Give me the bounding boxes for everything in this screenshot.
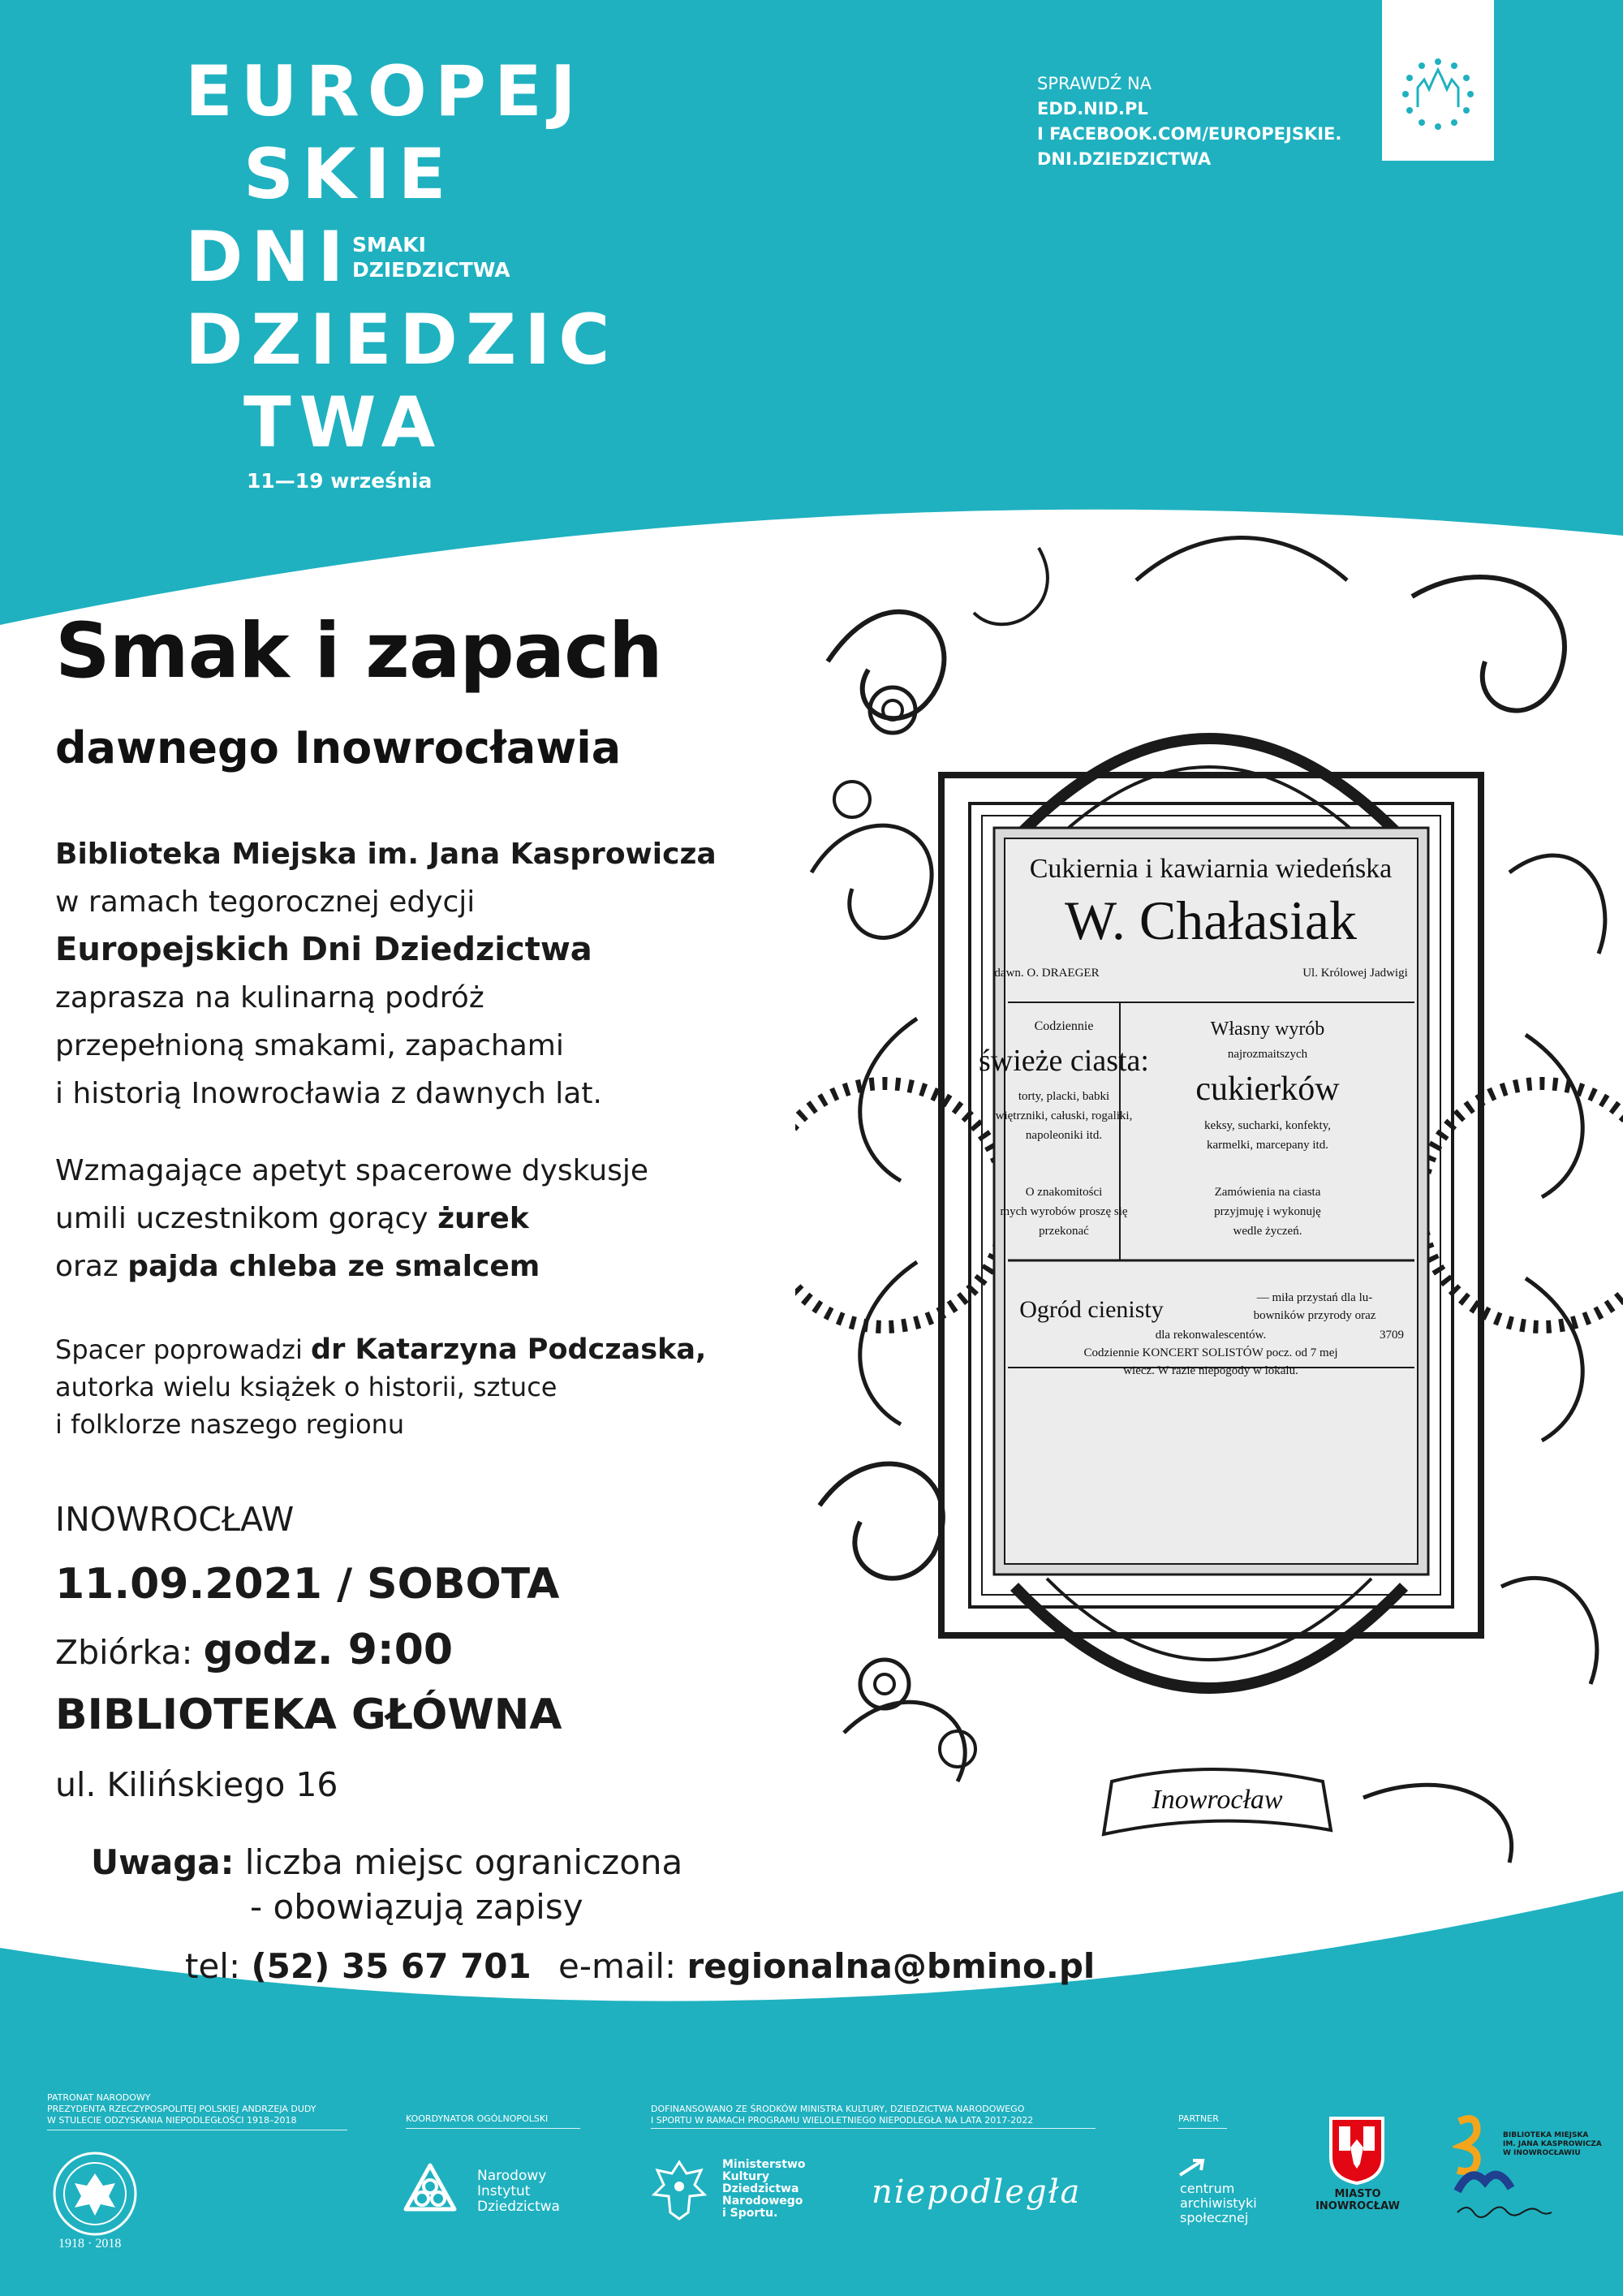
appetite-highlight-zurek: żurek [437, 1202, 529, 1235]
guide-paragraph [55, 1331, 706, 1443]
guide-line-1 [55, 1331, 706, 1368]
miasto-line-1: MIASTO [1334, 2188, 1381, 2200]
ad-heading-2: W. Chałasiak [1064, 890, 1358, 951]
ad-heading-1: Cukiernia i kawiarnia wiedeńska [1029, 854, 1393, 884]
logo-sub-2: DZIEDZICTWA [352, 258, 510, 282]
link-facebook[interactable]: I FACEBOOK.COM/EUROPEJSKIE. [1037, 124, 1342, 144]
notice-label: Uwaga: [91, 1842, 235, 1882]
ad-garden-text-3: dla rekonwalescentów. [1155, 1329, 1267, 1342]
ad-col2-line-1: keksy, sucharki, konfekty, [1204, 1119, 1331, 1132]
nid-logo-text [477, 2169, 560, 2215]
caw-line-1: centrum [1180, 2181, 1235, 2196]
patronat-line-3: W STULECIE ODZYSKANIA NIEPODLEGŁOŚCI 1918–2018 [47, 2115, 297, 2126]
ad-col1-line-3: napoleoniki itd. [1025, 1129, 1103, 1142]
caw-line-3: społecznej [1180, 2210, 1249, 2225]
ornament-frame [795, 532, 1623, 1911]
patronat-line-1: PATRONAT NARODOWY [47, 2092, 151, 2103]
ministry-line-3: Dziedzictwa [722, 2182, 799, 2195]
link-facebook-2[interactable]: DNI.DZIEDZICTWA [1037, 149, 1212, 169]
ad-col1-big: świeże ciasta: [979, 1044, 1149, 1078]
ad-garden-big: Ogród cienisty [1019, 1296, 1164, 1323]
ministry-logo-text [722, 2159, 806, 2220]
guide-text-1: Spacer poprowadzi [55, 1334, 312, 1365]
dofin-line-2: I SPORTU W RAMACH PROGRAMU WIELOLETNIEGO NIEPODLEGŁA NA LATA 2017-2022 [651, 2115, 1034, 2126]
presidential-seal-icon [50, 2149, 140, 2238]
ministry-line-5: i Sportu. [722, 2207, 778, 2220]
contact-tel [185, 1946, 532, 1986]
logo-line-4: DZIEDZIC [185, 299, 618, 381]
appetite-line-1: Wzmagające apetyt spacerowe dyskusje [55, 1154, 649, 1187]
intro-line-5: przepełnioną smakami, zapachami [55, 1029, 564, 1062]
ad-col1-top: Codziennie [1034, 1019, 1094, 1033]
intro-line-1: Biblioteka Miejska im. Jana Kasprowicza [55, 838, 717, 871]
library-signature-icon [1456, 2201, 1553, 2219]
ad-col1-line-2: więtrzniki, całuski, rogaliki, [995, 1109, 1133, 1122]
ad-col2-note-3: wedle życzeń. [1233, 1225, 1302, 1238]
nid-line-1: Narodowy [477, 2168, 547, 2184]
nid-logo-icon [403, 2162, 458, 2217]
appetite-text-2: umili uczestnikom gorący [55, 1202, 438, 1235]
ministry-line-4: Narodowego [722, 2195, 803, 2208]
event-city: INOWROCŁAW [55, 1500, 295, 1539]
notice-line-1 [91, 1842, 682, 1882]
meeting-time: godz. 9:00 [203, 1626, 454, 1674]
caw-line-2: archiwistyki [1180, 2195, 1257, 2211]
ad-garden-text-1: — miła przystań dla lu- [1256, 1291, 1373, 1304]
tel-number[interactable]: (52) 35 67 701 [251, 1946, 532, 1986]
ad-col1-note-3: przekonać [1039, 1225, 1089, 1238]
intro-paragraph [55, 830, 717, 1118]
logo-line-2: SKIE [243, 134, 454, 215]
ad-col2-note-1: Zamówienia na ciasta [1214, 1186, 1321, 1199]
ad-small-left: dawn. O. DRAEGER [994, 967, 1100, 980]
page-title: Smak i zapach [55, 607, 662, 696]
inowroclaw-coat-of-arms-icon [1328, 2115, 1386, 2185]
patronat-line-2: PREZYDENTA RZECZYPOSPOLITEJ POLSKIEJ ANDRZEJA DUDY [47, 2104, 316, 2114]
niepodlegla-logo: niepodległa [872, 2173, 1082, 2211]
ad-garden-number: 3709 [1380, 1329, 1404, 1342]
vintage-advertisement-illustration [795, 532, 1623, 1911]
miasto-logo-text [1313, 2188, 1402, 2212]
meeting-label: Zbiórka: [55, 1633, 204, 1672]
logo-line-5: TWA [243, 382, 444, 463]
appetite-highlight-bread: pajda chleba ze smalcem [127, 1250, 540, 1283]
tel-label: tel: [185, 1946, 252, 1986]
library-line-3: W INOWROCŁAWIU [1503, 2149, 1581, 2157]
guide-line-3: i folklorze naszego regionu [55, 1409, 405, 1440]
ad-col2-top: Własny wyrób [1210, 1019, 1325, 1040]
footer-dofinansowano [651, 2104, 1033, 2126]
footer-partner: PARTNER [1178, 2113, 1219, 2124]
guide-name: dr Katarzyna Podczaska, [311, 1333, 707, 1366]
ad-small-right: Ul. Królowej Jadwigi [1302, 967, 1408, 980]
ad-col2-note-2: przyjmuję i wykonuję [1214, 1205, 1321, 1218]
ad-col1-note-1: O znakomitości [1025, 1186, 1103, 1199]
intro-line-6: i historią Inowrocławia z dawnych lat. [55, 1077, 602, 1110]
check-label: SPRAWDŹ NA [1037, 74, 1152, 93]
email-label: e-mail: [558, 1946, 687, 1986]
email-address[interactable]: regionalna@bmino.pl [687, 1946, 1096, 1986]
polish-eagle-icon [651, 2157, 708, 2224]
event-place: BIBLIOTEKA GŁÓWNA [55, 1691, 562, 1739]
intro-line-2: w ramach tegorocznej edycji [55, 885, 476, 919]
library-logo-text [1503, 2131, 1602, 2158]
footer-koordynator: KOORDYNATOR OGÓLNOPOLSKI [406, 2113, 549, 2124]
appetite-line-2 [55, 1195, 648, 1243]
ad-col2-line-2: karmelki, marcepany itd. [1207, 1139, 1328, 1152]
caw-logo-text [1180, 2182, 1257, 2225]
appetite-text-3: oraz [55, 1250, 128, 1283]
ad-garden-text-5: wiecz. W razie niepogody w lokalu. [1123, 1364, 1298, 1377]
ad-ribbon-text: Inowrocław [1152, 1785, 1283, 1815]
event-address: ul. Kilińskiego 16 [55, 1765, 338, 1804]
ministry-line-1: Ministerstwo [722, 2158, 806, 2171]
logo-line-1: EUROPEJ [185, 51, 584, 132]
miasto-line-2: INOWROCŁAW [1315, 2200, 1400, 2212]
appetite-paragraph [55, 1147, 648, 1290]
festival-dates: 11—19 września [247, 469, 433, 493]
event-meeting [55, 1626, 453, 1674]
intro-line-4: zaprasza na kulinarną podróż [55, 981, 484, 1014]
ad-garden-text-4: Codziennie KONCERT SOLISTÓW pocz. od 7 mej [1083, 1346, 1338, 1359]
guide-line-2: autorka wielu książek o historii, sztuce [55, 1372, 558, 1402]
intro-line-3: Europejskich Dni Dziedzictwa [55, 931, 592, 968]
nid-line-2: Instytut [477, 2183, 531, 2199]
ad-col2-big: cukierków [1195, 1070, 1340, 1108]
eu-badge [1382, 0, 1494, 161]
ad-col1-note-2: mych wyrobów proszę się [1000, 1205, 1128, 1218]
nid-line-3: Dziedzictwa [477, 2199, 560, 2215]
eu-stars-castle-icon [1382, 0, 1494, 161]
library-line-2: IM. JANA KASPROWICZA [1503, 2140, 1602, 2148]
page-subtitle: dawnego Inowrocławia [55, 722, 622, 773]
ministry-line-2: Kultury [722, 2170, 770, 2183]
ad-col1-line-1: torty, placki, babki [1018, 1090, 1110, 1103]
event-date: 11.09.2021 / SOBOTA [55, 1560, 560, 1609]
contact-email [558, 1946, 1095, 1986]
appetite-line-3 [55, 1243, 648, 1290]
dofin-line-1: DOFINANSOWANO ZE ŚRODKÓW MINISTRA KULTURY, DZIEDZICTWA NARODOWEGO [651, 2104, 1025, 2114]
library-line-1: BIBLIOTEKA MIEJSKA [1503, 2131, 1589, 2139]
link-edd[interactable]: EDD.NID.PL [1037, 99, 1148, 118]
notice-line-2: - obowiązują zapisy [250, 1887, 583, 1927]
notice-text-1: liczba miejsc ograniczona [234, 1842, 683, 1882]
ad-col2-sub: najrozmaitszych [1227, 1048, 1308, 1061]
logo-sub-1: SMAKI [352, 233, 426, 256]
caw-arrow-icon [1178, 2156, 1211, 2180]
ad-garden-text-2: bowników przyrody oraz [1253, 1309, 1376, 1322]
check-links [1037, 71, 1341, 172]
footer-patronat [47, 2092, 316, 2126]
logo-line-3: DNI [185, 217, 352, 298]
footer-years: 1918 · 2018 [58, 2237, 122, 2251]
